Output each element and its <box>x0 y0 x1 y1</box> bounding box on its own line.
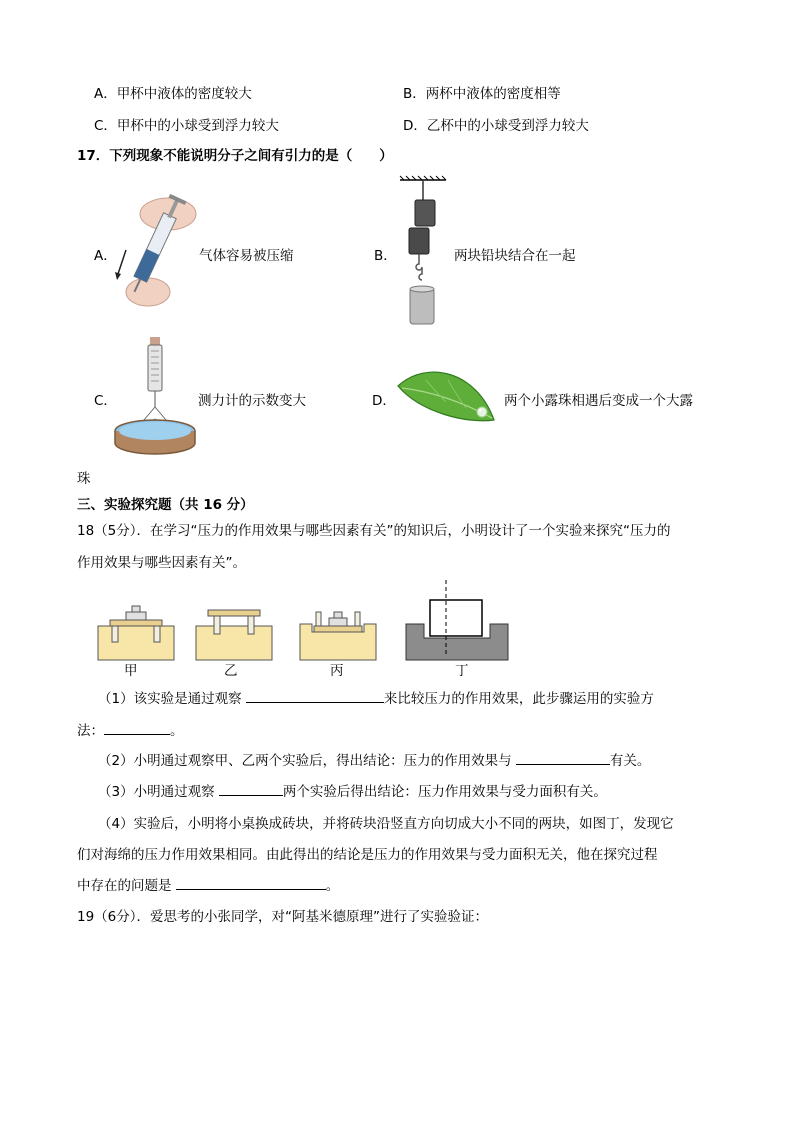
q18-part4-line2: 们对海绵的压力作用效果相同。由此得出的结论是压力的作用效果与受力面积无关，他在探究过程 <box>77 847 658 863</box>
q17-text-d-continued: 珠 <box>77 471 91 487</box>
fig-label-jia: 甲 <box>124 663 138 679</box>
section-3-title: 三、实验探究题（共 16 分） <box>77 497 254 513</box>
q18-part1-text-a: （1）该实验是通过观察 <box>98 691 246 707</box>
q18-part1-text-c: 法： <box>77 723 104 739</box>
fig-yi-illustration <box>196 608 272 660</box>
q16-option-d: D．乙杯中的小球受到浮力较大 <box>403 118 589 134</box>
q18-part2-text-b: 有关。 <box>609 753 651 769</box>
q18-part1-text-b: 来比较压力的作用效果，此步骤运用的实验方 <box>383 691 654 707</box>
q17-label-a: A． <box>94 248 117 264</box>
q18-part2 <box>98 749 650 769</box>
fig-ding-illustration <box>406 580 508 660</box>
fig-label-bing: 丙 <box>330 663 344 679</box>
q17-label-d: D． <box>372 393 396 409</box>
fig-jia-illustration <box>98 602 174 660</box>
q18-part4-blank[interactable] <box>176 875 326 890</box>
q18-part1-line1 <box>98 687 654 707</box>
q18-part1-line2 <box>77 719 184 739</box>
q17-stem: 17．下列现象不能说明分子之间有引力的是（ ） <box>77 148 393 164</box>
q17-text-b: 两块铅块结合在一起 <box>454 248 576 264</box>
fig-label-ding: 丁 <box>455 663 469 679</box>
q18-part3-blank[interactable] <box>219 781 283 796</box>
q18-part3-text-b: 两个实验后得出结论：压力作用效果与受力面积有关。 <box>282 784 607 800</box>
q18-stem-line1: 18（5分）．在学习“压力的作用效果与哪些因素有关”的知识后，小明设计了一个实验来探究“压力的 <box>77 523 671 539</box>
q17-text-c: 测力计的示数变大 <box>198 393 306 409</box>
q19-stem: 19（6分）．爱思考的小张同学，对“阿基米德原理”进行了实验验证： <box>77 909 489 925</box>
q18-part3-text-a: （3）小明通过观察 <box>98 784 219 800</box>
spring-scale-water-illustration <box>112 335 198 459</box>
syringe-illustration <box>108 192 198 316</box>
q16-option-c: C．甲杯中的小球受到浮力较大 <box>94 118 279 134</box>
q18-part4-line3 <box>77 874 339 894</box>
q18-stem-line2: 作用效果与哪些因素有关”。 <box>77 555 246 571</box>
q18-part2-text-a: （2）小明通过观察甲、乙两个实验后，得出结论：压力的作用效果与 <box>98 753 516 769</box>
fig-label-yi: 乙 <box>224 663 238 679</box>
q17-text-a: 气体容易被压缩 <box>199 248 294 264</box>
q17-label-c: C． <box>94 393 117 409</box>
q17-text-d: 两个小露珠相遇后变成一个大露 <box>504 393 693 409</box>
q18-part3 <box>98 780 607 800</box>
q16-option-b: B．两杯中液体的密度相等 <box>403 86 561 102</box>
q18-part1-text-d: 。 <box>170 723 184 739</box>
q18-part4-text-b: 。 <box>325 878 340 894</box>
leaf-dew-illustration <box>396 366 498 428</box>
lead-blocks-illustration <box>398 176 448 328</box>
q18-part4-line1: （4）实验后，小明将小桌换成砖块，并将砖块沿竖直方向切成大小不同的两块，如图丁，发现它 <box>98 816 674 832</box>
q17-label-b: B． <box>374 248 397 264</box>
q18-part4-text-a: 中存在的问题是 <box>77 878 176 894</box>
q18-part1-blank2[interactable] <box>104 720 170 735</box>
fig-bing-illustration <box>300 606 376 660</box>
q18-part2-blank[interactable] <box>516 750 610 765</box>
q16-option-a: A．甲杯中液体的密度较大 <box>94 86 252 102</box>
q18-part1-blank1[interactable] <box>246 688 384 703</box>
